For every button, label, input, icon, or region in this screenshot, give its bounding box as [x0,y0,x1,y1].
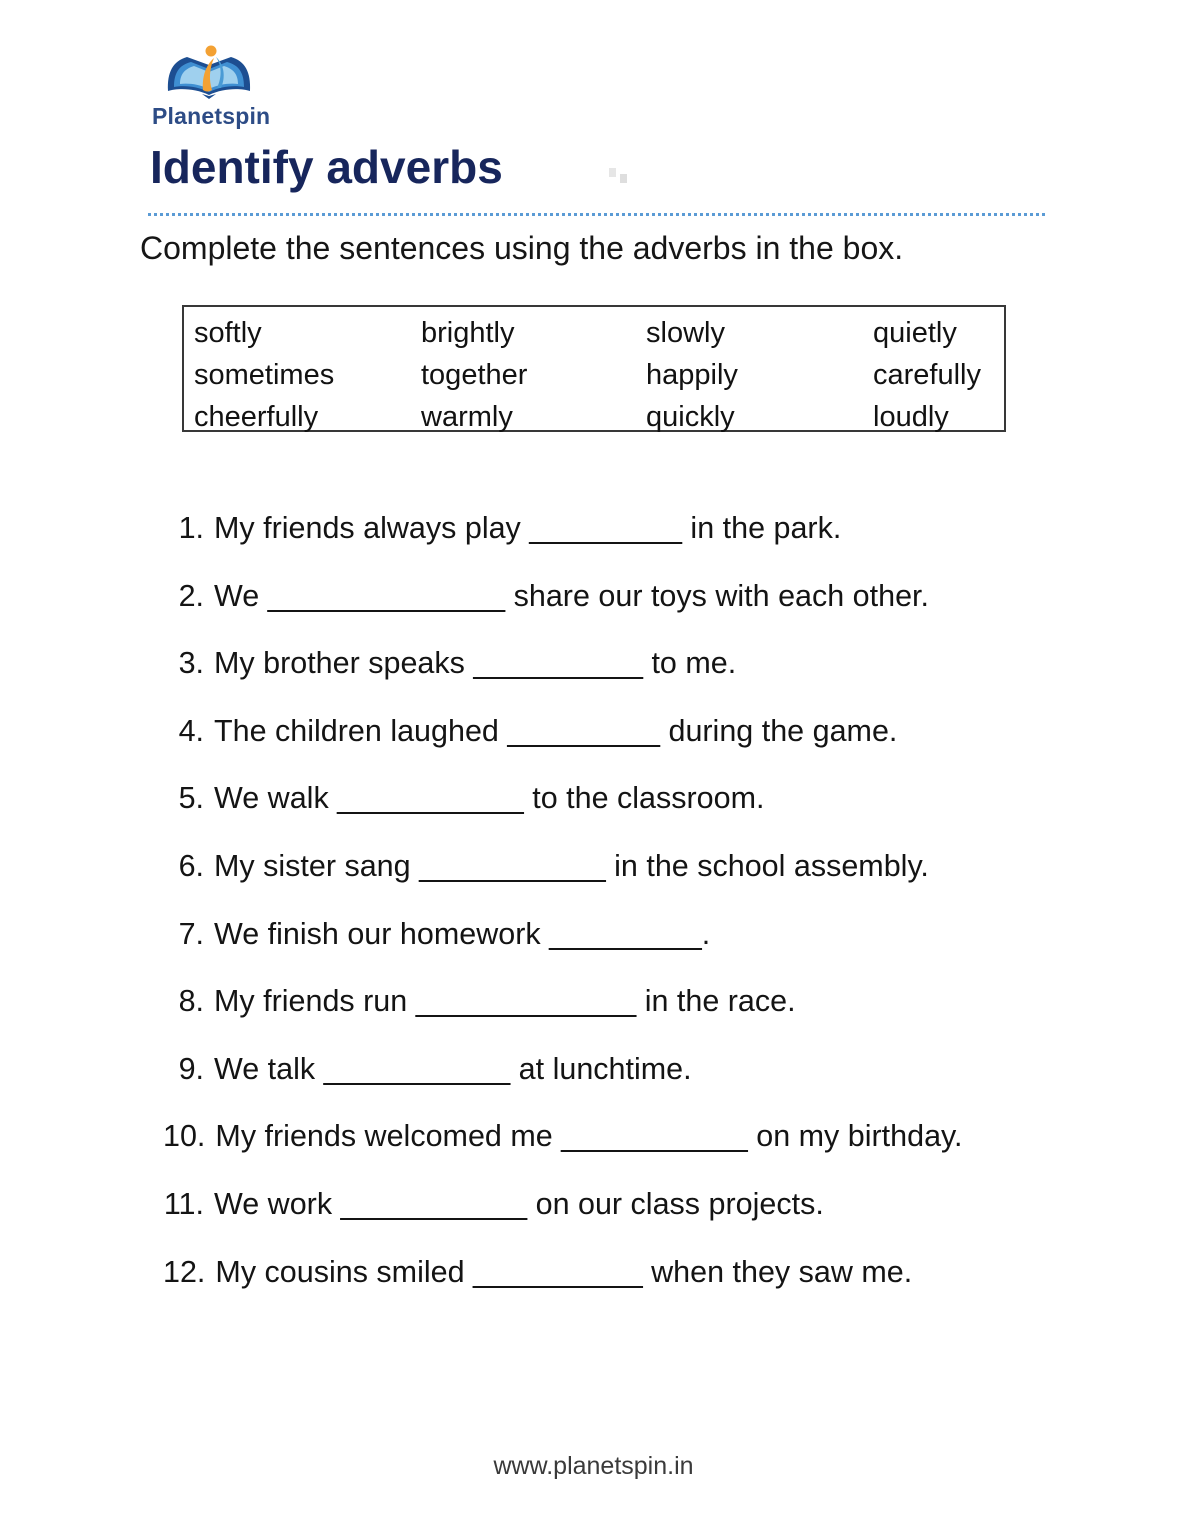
sentence-number: 11. [163,1186,204,1221]
sentence-item [163,579,963,647]
sentence-text: My friends run _____________ in the race. [214,984,796,1019]
sentence-number: 10. [163,1119,206,1154]
sentence-item [163,714,963,782]
sentence-text: My friends always play _________ in the park. [214,511,842,545]
sentence-number: 4. [178,713,204,748]
sentence-number: 1. [178,511,204,545]
sentence-number: 6. [178,848,204,883]
sentence-text: We finish our homework _________. [214,916,711,951]
sentence-text: My friends welcomed me ___________ on my birthday. [215,1119,963,1154]
sentence-number: 3. [178,646,204,681]
sentence-text: The children laughed _________ during the game. [214,713,898,748]
sentence-number: 7. [178,916,204,951]
sentence-number: 12. [163,1254,206,1289]
title-divider [148,213,1045,216]
word-box-word: quietly [873,317,957,349]
sentence-item [163,1119,963,1187]
sentence-text: My cousins smiled __________ when they saw me. [215,1254,913,1289]
footer-url: www.planetspin.in [493,1452,694,1480]
sentence-item [163,1187,963,1255]
word-box-word: quickly [646,401,735,433]
sentence-item [163,511,963,579]
open-book-reader-icon [165,44,253,100]
sentence-text: We work ___________ on our class projects. [214,1186,824,1221]
word-box-word: carefully [873,359,981,391]
sentence-item [163,1255,963,1323]
sentence-number: 5. [178,781,204,816]
page-title: Identify adverbs [150,141,503,193]
sentence-text: My brother speaks __________ to me. [214,646,737,681]
word-box-word: cheerfully [194,401,319,433]
sentence-item [163,646,963,714]
word-box-word: happily [646,359,738,391]
sentence-item [163,984,963,1052]
brand-name: Planetspin [152,103,271,129]
sentence-text: We walk ___________ to the classroom. [214,781,765,816]
sentence-item [163,781,963,849]
word-box-word: warmly [421,401,513,433]
word-box-word: brightly [421,317,515,349]
sentence-text: My sister sang ___________ in the school assembly. [214,848,929,883]
sentence-text: We ______________ share our toys with each other. [214,578,929,613]
sentence-item [163,849,963,917]
word-box-word: slowly [646,317,725,349]
sentence-number: 9. [178,1051,204,1086]
sentence-number: 8. [178,984,204,1019]
word-box-word: sometimes [194,359,335,391]
sentence-text: We talk ___________ at lunchtime. [214,1051,692,1086]
sentence-number: 2. [178,578,204,613]
scan-artifact-mark [609,168,616,177]
word-box-word: softly [194,317,262,349]
planetspin-logo [152,44,270,130]
sentence-item [163,1052,963,1120]
adverb-word-box [182,305,1006,432]
word-box-word: loudly [873,401,949,433]
sentence-list [163,511,963,1322]
instruction-text: Complete the sentences using the adverbs in the box. [140,230,904,266]
sentence-item [163,917,963,985]
word-box-word: together [421,359,528,391]
